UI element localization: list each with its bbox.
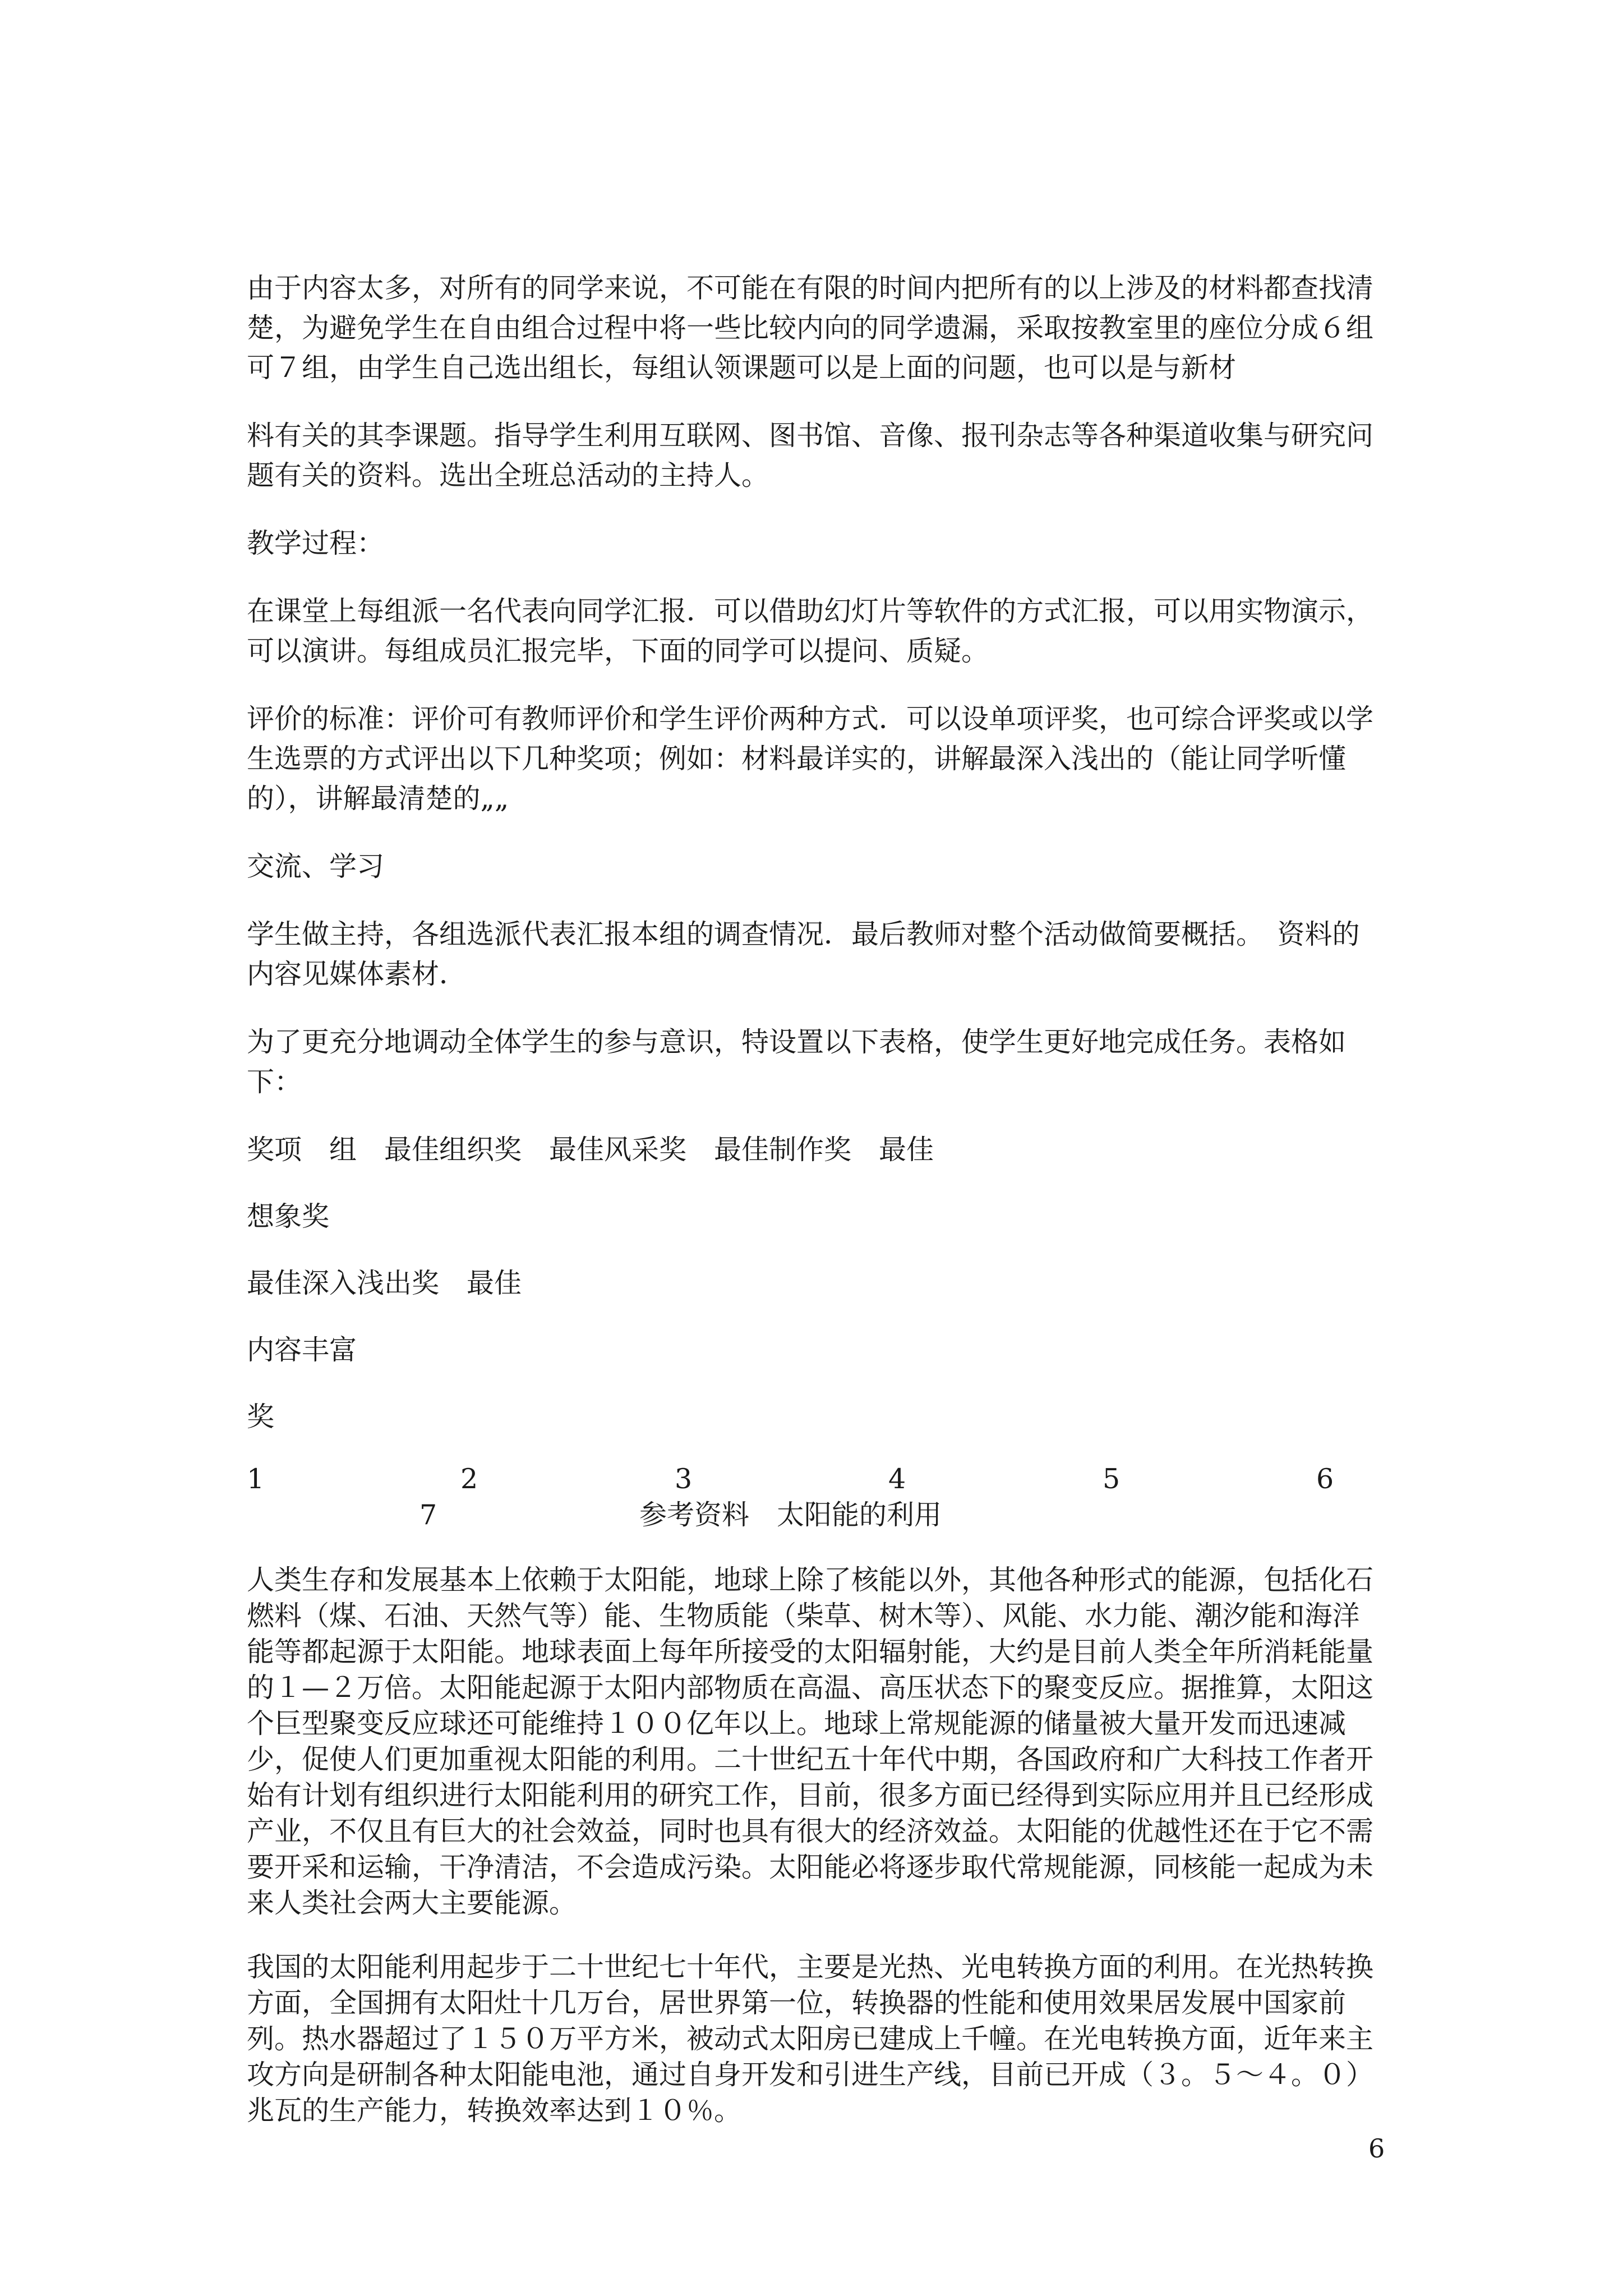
paragraph-table-intro: 为了更充分地调动全体学生的参与意识，特设置以下表格，使学生更好地完成任务。表格如下： xyxy=(247,1026,1347,1098)
page-number: 6 xyxy=(1368,2133,1385,2164)
group-number-5: 5 xyxy=(1103,1463,1121,1495)
table-header-imagination-award: 想象奖 xyxy=(247,1200,330,1232)
group-number-3: 3 xyxy=(675,1463,693,1495)
table-header-award: 奖 xyxy=(247,1401,275,1433)
paragraph-grouping: 由于内容太多，对所有的同学来说，不可能在有限的时间内把所有的以上涉及的材料都查找清楚，为避免学生在自由组合过程中将一些比较内向的同学遗漏，采取按教室里的座位分成６组可７组，由学生自己选出组长，每组认领课题可以是上面的问题，也可以是与新材 xyxy=(247,272,1374,384)
table-header-depth-award: 最佳深入浅出奖 最佳 xyxy=(247,1267,522,1299)
paragraph-exchange-learning: 交流、学习 xyxy=(247,850,385,882)
group-number-2: 2 xyxy=(460,1463,478,1495)
group-number-row xyxy=(247,1461,1380,1497)
document-body xyxy=(247,268,1380,2129)
paragraph-student-host: 学生做主持，各组选派代表汇报本组的调查情况．最后教师对整个活动做简要概括。 资料的内容见媒体素材． xyxy=(247,918,1360,990)
reference-section xyxy=(247,1562,1380,2129)
group-number-7: 7 xyxy=(419,1499,437,1531)
paragraph-evaluation-criteria: 评价的标准：评价可有教师评价和学生评价两种方式．可以设单项评奖，也可综合评奖或以学生选票的方式评出以下几种奖项；例如：材料最详实的，讲解最深入浅出的（能让同学听懂的），讲解最清楚的„„ xyxy=(247,703,1374,815)
reference-paragraph-solar-energy: 人类生存和发展基本上依赖于太阳能，地球上除了核能以外，其他各种形式的能源，包括化石燃料（煤、石油、天然气等）能、生物质能（柴草、树木等）、风能、水力能、潮汐能和海洋能等都起源于太阳能。地球表面上每年所接受的太阳辐射能，大约是目前人类全年所消耗能量的１—２万倍。太阳能起源于太阳内部物质在高温、高压状态下的聚变反应。据推算，太阳这个巨型聚变反应球还可能维持１００亿年以上。地球上常规能源的储量被大量开发而迅速减少，促使人们更加重视太阳能的利用。二十世纪五十年代中期，各国政府和广大科技工作者开始有计划有组织进行太阳能利用的研究工作，目前，很多方面已经得到实际应用并且已经形成产业，不仅且有巨大的社会效益，同时也具有很大的经济效益。太阳能的优越性还在于它不需要开采和运输，干净清洁，不会造成污染。太阳能必将逐步取代常规能源，同核能一起成为未来人类社会两大主要能源。 xyxy=(247,1564,1374,1919)
group-number-6: 6 xyxy=(1316,1463,1334,1495)
paragraph-research-guidance: 料有关的其李课题。指导学生利用互联网、图书馆、音像、报刊杂志等各种渠道收集与研究问题有关的资料。选出全班总活动的主持人。 xyxy=(247,420,1374,491)
reference-heading: 参考资料 太阳能的利用 xyxy=(639,1499,942,1531)
group-number-4: 4 xyxy=(888,1463,906,1495)
group-number-1: 1 xyxy=(247,1463,265,1495)
table-header-row-awards: 奖项 组 最佳组织奖 最佳风采奖 最佳制作奖 最佳 xyxy=(247,1134,934,1166)
paragraph-teaching-process-label: 教学过程： xyxy=(247,527,385,559)
reference-paragraph-china-solar: 我国的太阳能利用起步于二十世纪七十年代，主要是光热、光电转换方面的利用。在光热转换方面，全国拥有太阳灶十几万台，居世界第一位，转换器的性能和使用效果居发展中国家前列。热水器超过了１５０万平方米，被动式太阳房已建成上千幢。在光电转换方面，近年来主攻方向是研制各种太阳能电池，通过自身开发和引进生产线，目前已开成（３。５～４。０）兆瓦的生产能力，转换效率达到１０％。 xyxy=(247,1951,1374,2127)
paragraph-classroom-report: 在课堂上每组派一名代表向同学汇报．可以借助幻灯片等软件的方式汇报，可以用实物演示，可以演讲。每组成员汇报完毕，下面的同学可以提问、质疑。 xyxy=(247,595,1374,667)
table-header-rich-content: 内容丰富 xyxy=(247,1334,357,1366)
group-number-and-reference-heading-row xyxy=(247,1497,1380,1533)
